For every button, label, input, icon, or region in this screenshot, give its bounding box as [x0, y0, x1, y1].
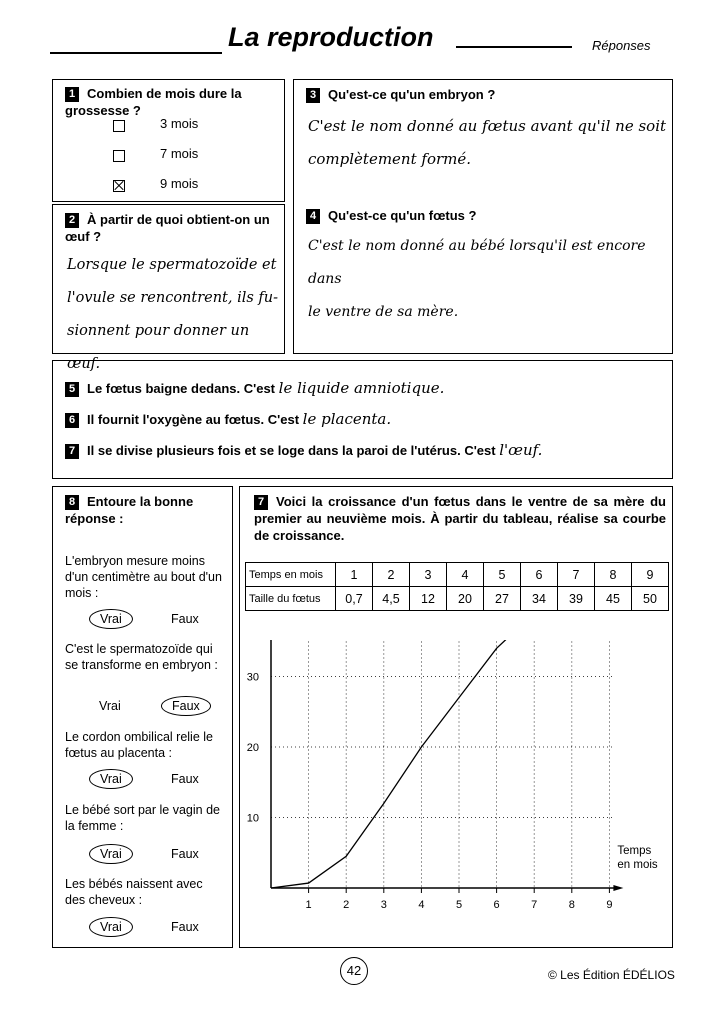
answer-line: Lorsque le spermatozoïde et [67, 257, 277, 273]
growth-question [254, 493, 666, 544]
question-3-4-box [293, 79, 673, 354]
table-cell: 4,5 [373, 587, 410, 611]
vf-statement: Le bébé sort par le vagin de la femme : [65, 803, 220, 833]
table-cell: 20 [447, 587, 484, 611]
x-tick-label: 8 [568, 899, 575, 911]
question-number: 2 [65, 213, 79, 228]
question-2-box [52, 204, 285, 372]
faux-option[interactable]: Faux [171, 847, 199, 861]
option-label: 9 mois [160, 176, 199, 191]
vf-statement: Les bébés naissent avec des cheveux : [65, 877, 203, 907]
table-cell: 9 [632, 563, 669, 587]
answer-line: complètement formé. [308, 150, 472, 168]
table-cell: 4 [447, 563, 484, 587]
fill-answer: l'œuf. [499, 441, 543, 459]
question-4 [306, 207, 476, 224]
vf-answer-row [89, 609, 229, 629]
question-1-text: Combien de mois dure la grossesse ? [65, 86, 242, 119]
vrai-option-circled[interactable]: Vrai [89, 917, 133, 937]
vf-answer-row [89, 769, 229, 789]
question-4-text: Qu'est-ce qu'un fœtus ? [328, 208, 477, 223]
question-8 [65, 493, 225, 527]
fill-row-7 [65, 441, 542, 459]
option-7-mois[interactable] [113, 146, 199, 161]
question-8-box [52, 486, 233, 948]
question-number: 1 [65, 87, 79, 102]
fill-in-box [52, 360, 673, 479]
option-label: 3 mois [160, 116, 199, 131]
vf-statement: C'est le spermatozoïde qui se transforme en embryon : [65, 642, 218, 672]
page-title: La reproduction [228, 22, 434, 52]
question-number: 8 [65, 495, 79, 510]
table-cell: 3 [410, 563, 447, 587]
table-cell: 39 [558, 587, 595, 611]
table-cell: 34 [521, 587, 558, 611]
growth-line-chart [239, 640, 673, 920]
table-cell: 12 [410, 587, 447, 611]
checkbox[interactable] [113, 120, 125, 132]
fill-row-6 [65, 410, 391, 428]
vrai-option-circled[interactable]: Vrai [89, 609, 133, 629]
x-tick-label: 7 [531, 899, 538, 911]
table-header-cell: Temps en mois [246, 563, 336, 587]
table-cell: 2 [373, 563, 410, 587]
fill-text: Il fournit l'oxygène au fœtus. C'est [87, 412, 300, 427]
question-number: 4 [306, 209, 320, 224]
growth-question-text: Voici la croissance d'un fœtus dans le ventre de sa mère du premier au neuvième mois. À partir du tableau, réalise sa courbe de croissance. [254, 494, 666, 544]
page-number: 42 [346, 963, 362, 978]
option-label: 7 mois [160, 146, 199, 161]
answer-3 [308, 110, 670, 176]
y-tick-label: 30 [246, 671, 259, 684]
x-tick-label: 9 [606, 899, 613, 911]
table-cell: 7 [558, 563, 595, 587]
checkbox-checked[interactable] [113, 180, 125, 192]
table-cell: 27 [484, 587, 521, 611]
question-number: 6 [65, 413, 79, 428]
x-tick-label: 3 [380, 899, 387, 911]
question-3-text: Qu'est-ce qu'un embryon ? [328, 87, 496, 102]
vf-answer-row [89, 917, 229, 937]
faux-option[interactable]: Faux [171, 772, 199, 786]
title-rule-right [456, 46, 572, 48]
x-tick-label: 4 [418, 899, 425, 911]
answer-line: sionnent pour donner un œuf. [67, 323, 250, 372]
growth-table [245, 562, 669, 611]
fill-text: Le fœtus baigne dedans. C'est [87, 381, 276, 396]
answer-line: C'est le nom donné au fœtus avant qu'il ne soit [308, 117, 667, 135]
table-cell: 8 [595, 563, 632, 587]
checkbox[interactable] [113, 150, 125, 162]
vrai-option[interactable]: Vrai [99, 699, 121, 713]
series-line-fetal-size [271, 640, 609, 888]
y-tick-label: 10 [246, 812, 259, 825]
question-2-text: À partir de quoi obtient-on un œuf ? [65, 212, 270, 245]
y-tick-label: 20 [246, 742, 259, 754]
question-number: 3 [306, 88, 320, 103]
faux-option-circled[interactable]: Faux [161, 696, 211, 716]
table-header-cell: Taille du fœtus [246, 587, 336, 611]
table-cell: 6 [521, 563, 558, 587]
faux-option[interactable]: Faux [171, 612, 199, 626]
page-subtitle: Réponses [592, 38, 651, 53]
question-number: 5 [65, 382, 79, 397]
question-number: 7 [254, 495, 268, 510]
table-cell: 1 [336, 563, 373, 587]
question-3 [306, 86, 495, 103]
question-number: 7 [65, 444, 79, 459]
vf-answer-row [89, 844, 229, 864]
x-tick-label: 5 [455, 899, 463, 911]
x-axis-label: en mois [617, 859, 658, 871]
x-tick-label: 2 [343, 899, 350, 911]
question-1-box [52, 79, 285, 202]
faux-option[interactable]: Faux [171, 920, 199, 934]
option-3-mois[interactable] [113, 116, 199, 131]
table-cell: 0,7 [336, 587, 373, 611]
fill-text: Il se divise plusieurs fois et se loge dans la paroi de l'utérus. C'est [87, 443, 496, 458]
answer-line: l'ovule se rencontrent, ils fu- [67, 290, 279, 306]
answer-line: C'est le nom donné au bébé lorsqu'il est encore dans [308, 238, 646, 287]
fill-answer: le liquide amniotique. [278, 379, 445, 397]
x-axis-arrow [613, 885, 623, 891]
question-1 [65, 85, 277, 119]
copyright: © Les Édition ÉDÉLIOS [548, 968, 675, 982]
page-number-circle [340, 957, 368, 985]
x-tick-label: 6 [493, 899, 500, 911]
table-cell: 50 [632, 587, 669, 611]
table-row [246, 587, 669, 611]
question-8-text: Entoure la bonne réponse : [65, 494, 194, 527]
vf-statement: Le cordon ombilical relie le fœtus au placenta : [65, 730, 213, 760]
fill-answer: le placenta. [302, 410, 392, 428]
vrai-option-circled[interactable]: Vrai [89, 769, 133, 789]
answer-4 [308, 230, 670, 329]
table-cell: 45 [595, 587, 632, 611]
question-2 [65, 211, 280, 245]
vrai-option-circled[interactable]: Vrai [89, 844, 133, 864]
fill-row-5 [65, 379, 444, 397]
table-row [246, 563, 669, 587]
answer-line: le ventre de sa mère. [308, 304, 459, 320]
x-tick-label: 1 [305, 899, 312, 911]
vf-statement: L'embryon mesure moins d'un centimètre au bout d'un mois : [65, 554, 222, 600]
table-cell: 5 [484, 563, 521, 587]
x-axis-label: Temps [617, 845, 652, 857]
title-rule-left [50, 52, 222, 54]
option-9-mois[interactable] [113, 176, 199, 191]
